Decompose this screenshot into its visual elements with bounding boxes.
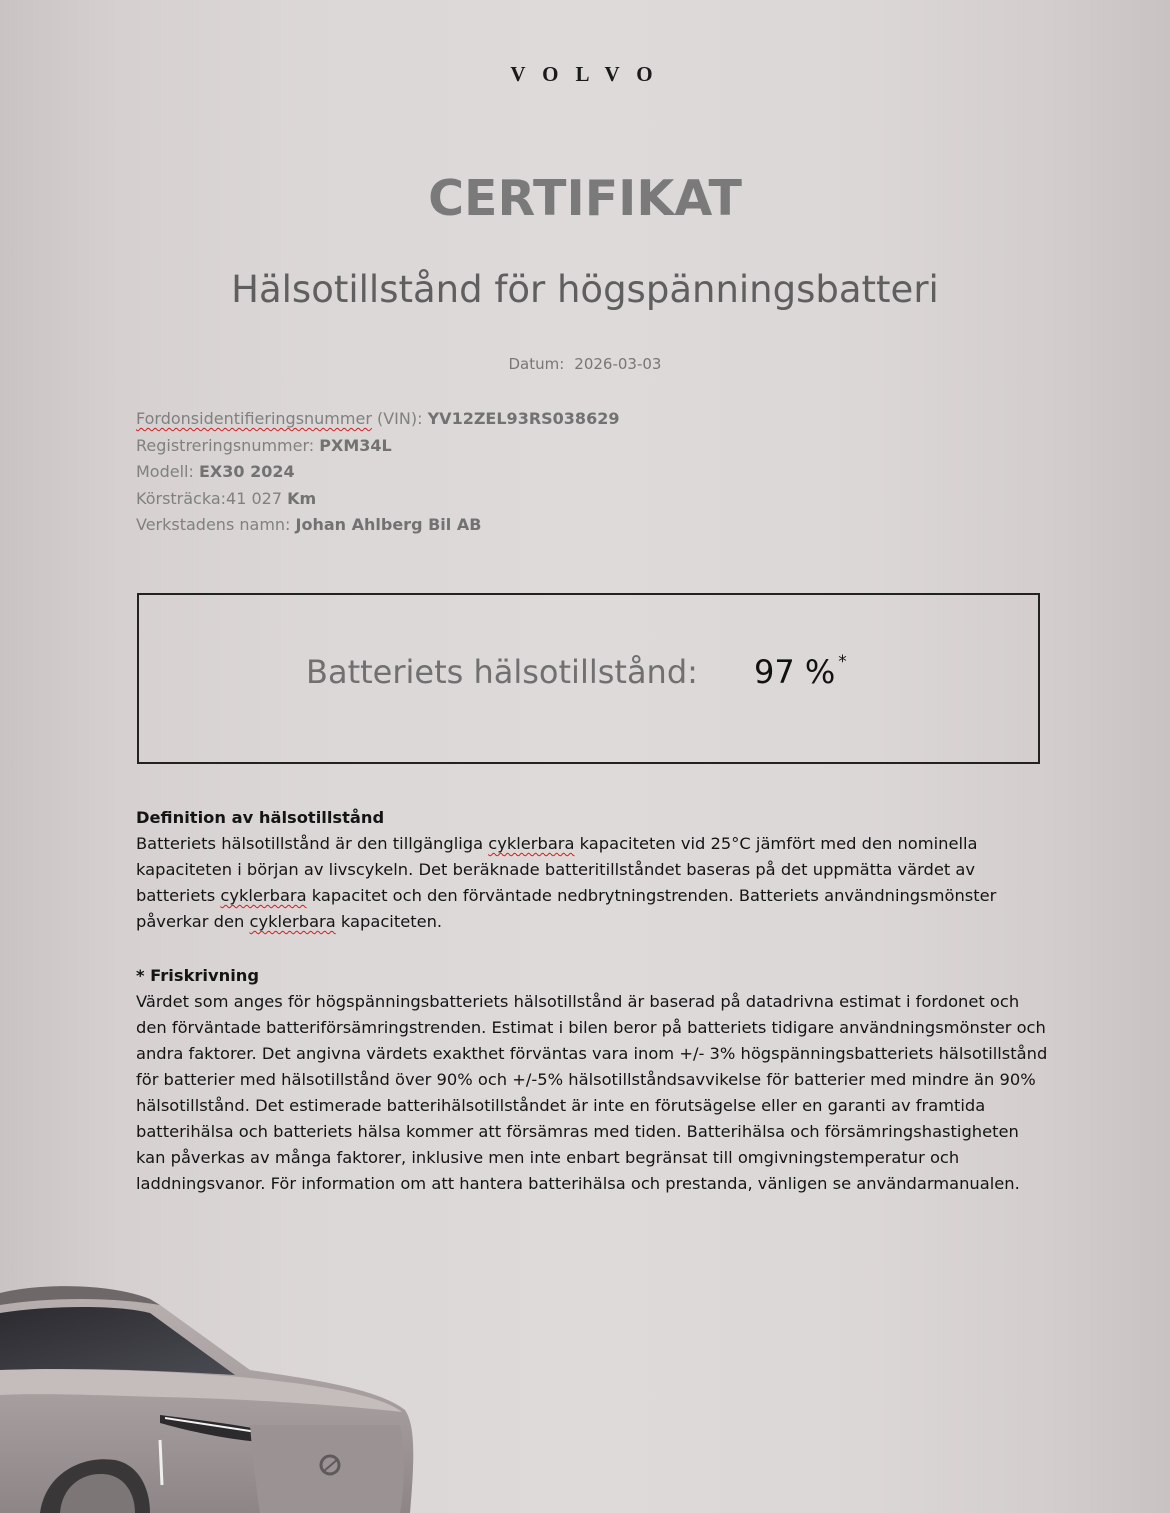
model-value: EX30 2024 — [198, 462, 295, 481]
definition-section — [136, 805, 1051, 935]
registration-value: PXM34L — [319, 435, 392, 455]
battery-health-value — [754, 653, 847, 691]
vehicle-info — [136, 406, 619, 539]
mileage-label: Körsträcka: — [136, 488, 227, 508]
certificate-title: CERTIFIKAT — [428, 170, 742, 227]
date-label: Datum: — [508, 355, 565, 373]
disclaimer-heading: * Friskrivning — [136, 966, 260, 985]
workshop-value: Johan Ahlberg Bil AB — [295, 515, 482, 534]
vin-label-suffix: (VIN): — [371, 409, 428, 428]
disclaimer-text: Värdet som anges för högspänningsbatteriets hälsotillstånd är baserad på datadrivna estimat i fordonet och den förväntade batteriförsämringstrenden. Estimat i bilen beror på batteriets tidigare användningsmönster och andra faktorer. Det angivna värdets exakthet förväntas vara inom +/- 3% högspänningsbatteriets hälsotillstånd för batterier med hälsotillstånd över 90% och +/-5% hälsotillståndsavvikelse för batterier med mindre än 90% hälsotillstånd. Det estimerade batterihälsotillståndet är inte en förutsägelse eller en garanti av framtida batterihälsa och batteriets hälsa kommer att försämras med tiden. Batterihälsa och försämringshastigheten kan påverkas av många faktorer, inklusive men inte enbart begränsat till omgivningstemperatur och laddningsvanor. För information om att hantera batterihälsa och prestanda, vänligen se användarmanualen. — [136, 992, 1048, 1193]
date-line — [0, 355, 1170, 373]
mileage-number: 41 027 — [226, 488, 288, 508]
certificate-subtitle: Hälsotillstånd för högspänningsbatteri — [231, 268, 939, 311]
battery-health-label: Batteriets hälsotillstånd: — [306, 653, 698, 691]
misspelled-word: cyklerbara — [249, 912, 336, 931]
car-daylight-led — [160, 1440, 162, 1485]
definition-text-part: Batteriets hälsotillstånd är den tillgängliga — [136, 834, 489, 853]
volvo-logo: VOLVO — [510, 62, 670, 86]
model-row — [136, 459, 619, 486]
registration-label: Registreringsnummer: — [136, 435, 320, 455]
mileage-unit: Km — [287, 488, 317, 508]
date-value: 2026-03-03 — [574, 355, 662, 373]
definition-heading: Definition av hälsotillstånd — [136, 808, 385, 827]
workshop-label: Verkstadens namn: — [136, 515, 296, 534]
model-label: Modell: — [136, 462, 199, 481]
battery-health-percent: 97 % — [754, 653, 836, 691]
registration-row — [136, 433, 619, 460]
workshop-row — [136, 512, 619, 539]
misspelled-word: cyklerbara — [220, 886, 307, 905]
vin-value: YV12ZEL93RS038629 — [427, 409, 620, 428]
battery-health-box — [137, 593, 1040, 764]
definition-text — [136, 831, 1051, 935]
definition-text-part: kapaciteten vid 25°C jämfört med den nominella kapaciteten i början av livscykeln. Det beräknade batteritillståndet baseras på det uppmätta värdet av batteriets — [136, 834, 978, 905]
disclaimer-section — [136, 963, 1051, 1197]
misspelled-word: cyklerbara — [488, 834, 575, 853]
mileage-row — [136, 486, 619, 513]
car-image — [0, 1275, 430, 1513]
definition-text-part: kapaciteten. — [335, 912, 443, 931]
footnote-mark: * — [838, 652, 847, 673]
vin-row — [136, 406, 619, 433]
definition-text-part: kapacitet och den förväntade nedbrytningstrenden. Batteriets användningsmönster påverkar den — [136, 886, 997, 931]
vin-label-word: Fordonsidentifieringsnummer — [136, 409, 372, 428]
